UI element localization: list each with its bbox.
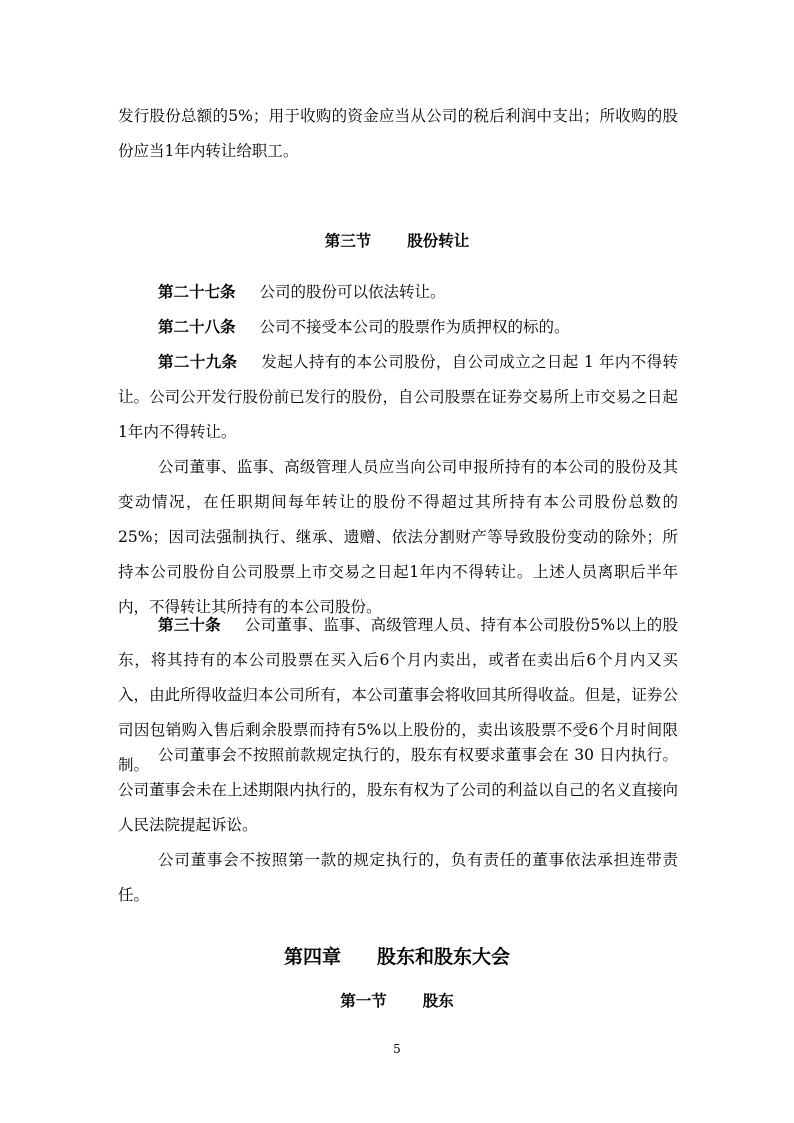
article-30-paragraph-2: 公司董事会不按照前款规定执行的，股东有权要求董事会在 30 日内执行。公司董事会未在上述期限内执行的，股东有权为了公司的利益以自己的名义直接向人民法院提起诉讼。 (118, 746, 678, 834)
chapter-number: 第四章 (283, 946, 341, 968)
article-29 (118, 345, 678, 450)
article-text: 发起人持有的本公司股份，自公司成立之日起 1 年内不得转让。公司公开发行股份前已发行的股份，自公司股票在证券交易所上市交易之日起1年内不得转让。 (118, 353, 678, 441)
article-28 (118, 310, 678, 345)
article-label: 第三十条 (158, 616, 221, 634)
article-text: 公司的股份可以依法转让。 (259, 283, 446, 301)
chapter-heading (0, 942, 794, 969)
section-title: 股份转让 (407, 232, 470, 250)
page-number: 5 (393, 1042, 401, 1056)
continuation-paragraph: 发行股份总额的5%；用于收购的资金应当从公司的税后利润中支出；所收购的股份应当1年内转让给职工。 (118, 107, 678, 160)
article-text: 公司不接受本公司的股票作为质押权的标的。 (259, 318, 570, 336)
article-27 (118, 275, 678, 310)
section-heading-share-transfer (0, 229, 794, 251)
article-29-paragraph-2: 公司董事、监事、高级管理人员应当向公司申报所持有的本公司的股份及其变动情况，在任职期间每年转让的股份不得超过其所持有本公司股份总数的25%；因司法强制执行、继承、遗赠、依法分割财产等导致股份变动的除外；所持本公司股份自公司股票上市交易之日起1年内不得转让。上述人员离职后半年内，不得转让其所持有的本公司股份。 (118, 458, 678, 616)
article-text: 公司董事、监事、高级管理人员、持有本公司股份5%以上的股东，将其持有的本公司股票在买入后6个月内卖出，或者在卖出后6个月内又买入，由此所得收益归本公司所有，本公司董事会将收回其所得收益。但是，证券公司因包销购入售后剩余股票而持有5%以上股份的，卖出该股票不受6个月时间限制。 (118, 616, 678, 774)
article-30-paragraph-3: 公司董事会不按照第一款的规定执行的，负有责任的董事依法承担连带责任。 (118, 851, 678, 904)
section-title: 股东 (422, 992, 454, 1010)
section-number: 第一节 (340, 992, 387, 1010)
section-heading-shareholders (0, 989, 794, 1011)
article-label: 第二十九条 (158, 353, 238, 371)
section-number: 第三节 (324, 232, 372, 250)
article-label: 第二十八条 (158, 318, 236, 336)
article-label: 第二十七条 (158, 283, 236, 301)
chapter-title: 股东和股东大会 (377, 946, 511, 968)
